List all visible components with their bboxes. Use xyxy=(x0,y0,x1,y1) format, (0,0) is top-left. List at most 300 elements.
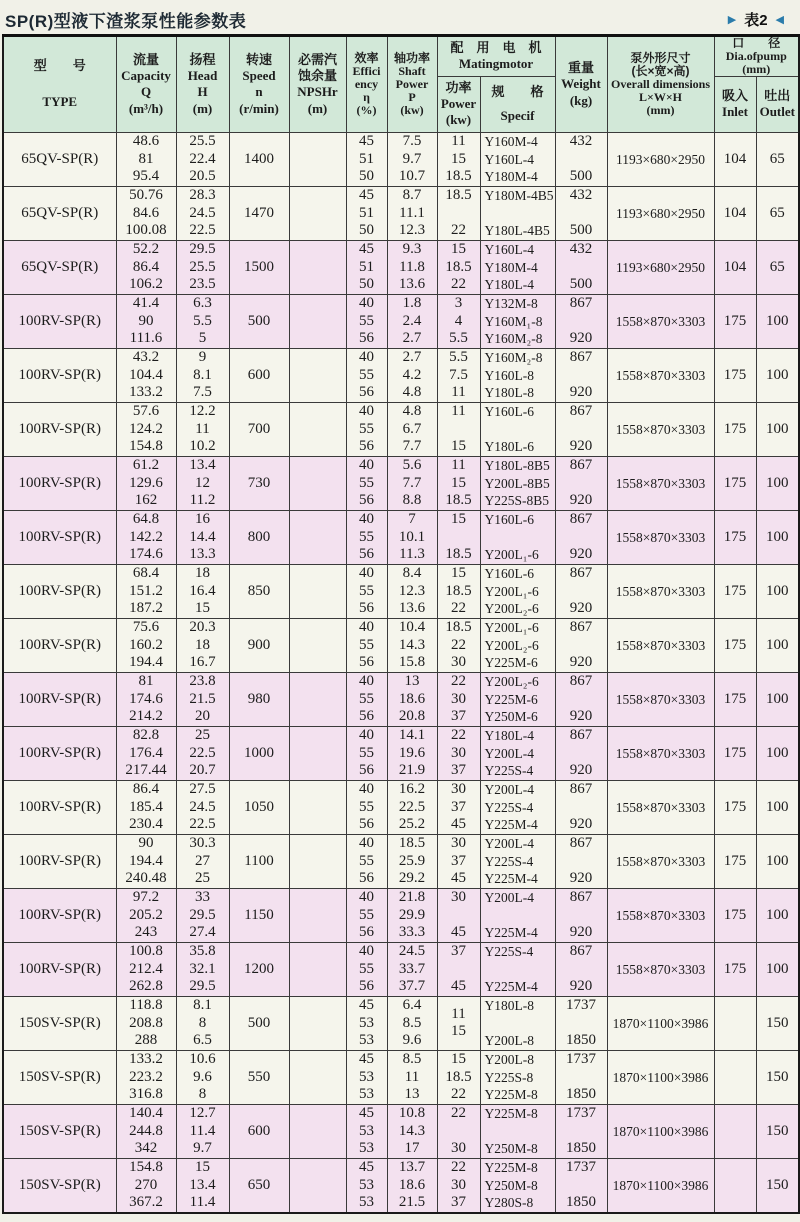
dimensions-cell: 1558×870×3303 xyxy=(607,564,714,618)
shaft-power-cell: 7.5 9.7 10.7 xyxy=(387,132,437,186)
col-header-type: 型 号 TYPE xyxy=(3,36,116,133)
inlet-cell: 175 xyxy=(714,564,756,618)
head-cell: 15 13.4 11.4 xyxy=(176,1158,229,1213)
head-cell: 27.5 24.5 22.5 xyxy=(176,780,229,834)
npshr-cell xyxy=(289,996,346,1050)
efficiency-cell: 45 53 53 xyxy=(346,996,387,1050)
table-row xyxy=(3,456,799,510)
shaft-power-cell: 8.7 11.1 12.3 xyxy=(387,186,437,240)
efficiency-cell: 40 55 56 xyxy=(346,834,387,888)
shaft-power-cell: 13.7 18.6 21.5 xyxy=(387,1158,437,1213)
capacity-cell: 41.4 90 111.6 xyxy=(116,294,176,348)
motor-spec-cell: Y180M-4B5 Y180L-4B5 xyxy=(480,186,555,240)
col-header-motor-power: 功率 Power (kw) xyxy=(437,76,480,132)
npshr-cell xyxy=(289,510,346,564)
table-row xyxy=(3,1104,799,1158)
npshr-cell xyxy=(289,780,346,834)
motor-spec-cell: Y200L-8 Y225S-8 Y225M-8 xyxy=(480,1050,555,1104)
dimensions-cell: 1870×1100×3986 xyxy=(607,1104,714,1158)
dimensions-cell: 1193×680×2950 xyxy=(607,240,714,294)
capacity-cell: 64.8 142.2 174.6 xyxy=(116,510,176,564)
motor-spec-cell: Y200L-4 Y225S-4 Y225M-4 xyxy=(480,780,555,834)
col-header-outlet: 吐出 Outlet xyxy=(756,76,799,132)
dimensions-cell: 1870×1100×3986 xyxy=(607,1050,714,1104)
type-cell: 150SV-SP(R) xyxy=(3,1050,116,1104)
head-cell: 30.3 27 25 xyxy=(176,834,229,888)
table-row xyxy=(3,240,799,294)
head-cell: 12.2 11 10.2 xyxy=(176,402,229,456)
npshr-cell xyxy=(289,888,346,942)
dimensions-cell: 1558×870×3303 xyxy=(607,780,714,834)
shaft-power-cell: 8.4 12.3 13.6 xyxy=(387,564,437,618)
dimensions-cell: 1193×680×2950 xyxy=(607,132,714,186)
dimensions-cell: 1558×870×3303 xyxy=(607,942,714,996)
motor-spec-cell: Y225M-8 Y250M-8 Y280S-8 xyxy=(480,1158,555,1213)
head-cell: 25.5 22.4 20.5 xyxy=(176,132,229,186)
shaft-power-cell: 2.7 4.2 4.8 xyxy=(387,348,437,402)
shaft-power-cell: 24.5 33.7 37.7 xyxy=(387,942,437,996)
npshr-cell xyxy=(289,402,346,456)
inlet-cell xyxy=(714,1104,756,1158)
motor-power-cell: 11 15 xyxy=(437,402,480,456)
table-row xyxy=(3,564,799,618)
weight-cell: 867 920 xyxy=(555,402,607,456)
outlet-cell: 100 xyxy=(756,510,799,564)
motor-spec-cell: Y225M-8 Y250M-8 xyxy=(480,1104,555,1158)
table-row xyxy=(3,510,799,564)
capacity-cell: 90 194.4 240.48 xyxy=(116,834,176,888)
motor-power-cell: 5.5 7.5 11 xyxy=(437,348,480,402)
outlet-cell: 100 xyxy=(756,780,799,834)
speed-cell: 1150 xyxy=(229,888,289,942)
table-header xyxy=(3,36,799,133)
motor-spec-cell: Y180L-4 Y200L-4 Y225S-4 xyxy=(480,726,555,780)
npshr-cell xyxy=(289,456,346,510)
speed-cell: 1100 xyxy=(229,834,289,888)
motor-power-cell: 15 18.5 22 xyxy=(437,240,480,294)
col-header-efficiency: 效率 Effici ency η (%) xyxy=(346,36,387,133)
head-cell: 20.3 18 16.7 xyxy=(176,618,229,672)
type-cell: 100RV-SP(R) xyxy=(3,456,116,510)
table-row xyxy=(3,1050,799,1104)
speed-cell: 650 xyxy=(229,1158,289,1213)
outlet-cell: 100 xyxy=(756,942,799,996)
shaft-power-cell: 10.8 14.3 17 xyxy=(387,1104,437,1158)
efficiency-cell: 40 55 56 xyxy=(346,780,387,834)
npshr-cell xyxy=(289,348,346,402)
speed-cell: 700 xyxy=(229,402,289,456)
dimensions-cell: 1558×870×3303 xyxy=(607,456,714,510)
speed-cell: 500 xyxy=(229,294,289,348)
motor-spec-cell: Y225S-4 Y225M-4 xyxy=(480,942,555,996)
motor-spec-cell: Y160L-4 Y180M-4 Y180L-4 xyxy=(480,240,555,294)
outlet-cell: 150 xyxy=(756,1050,799,1104)
type-cell: 100RV-SP(R) xyxy=(3,780,116,834)
inlet-cell: 175 xyxy=(714,510,756,564)
npshr-cell xyxy=(289,294,346,348)
table-row xyxy=(3,834,799,888)
capacity-cell: 48.6 81 95.4 xyxy=(116,132,176,186)
weight-cell: 867 920 xyxy=(555,348,607,402)
outlet-cell: 100 xyxy=(756,456,799,510)
weight-cell: 1737 1850 xyxy=(555,1158,607,1213)
col-header-npshr: 必需汽 蚀余量 NPSHr (m) xyxy=(289,36,346,133)
efficiency-cell: 40 55 56 xyxy=(346,294,387,348)
shaft-power-cell: 1.8 2.4 2.7 xyxy=(387,294,437,348)
dimensions-cell: 1870×1100×3986 xyxy=(607,1158,714,1213)
weight-cell: 432 500 xyxy=(555,240,607,294)
inlet-cell: 175 xyxy=(714,402,756,456)
head-cell: 13.4 12 11.2 xyxy=(176,456,229,510)
speed-cell: 850 xyxy=(229,564,289,618)
npshr-cell xyxy=(289,1050,346,1104)
speed-cell: 550 xyxy=(229,1050,289,1104)
capacity-cell: 57.6 124.2 154.8 xyxy=(116,402,176,456)
npshr-cell xyxy=(289,618,346,672)
speed-cell: 800 xyxy=(229,510,289,564)
efficiency-cell: 40 55 56 xyxy=(346,942,387,996)
table-row xyxy=(3,618,799,672)
type-cell: 65QV-SP(R) xyxy=(3,240,116,294)
table-number-tag xyxy=(728,9,784,30)
dimensions-cell: 1558×870×3303 xyxy=(607,402,714,456)
outlet-cell: 100 xyxy=(756,726,799,780)
capacity-cell: 140.4 244.8 342 xyxy=(116,1104,176,1158)
weight-cell: 867 920 xyxy=(555,834,607,888)
weight-cell: 867 920 xyxy=(555,780,607,834)
table-row xyxy=(3,1158,799,1213)
efficiency-cell: 45 51 50 xyxy=(346,240,387,294)
efficiency-cell: 45 53 53 xyxy=(346,1104,387,1158)
table-body xyxy=(3,132,799,1213)
table-number-label: 表2 xyxy=(744,11,768,29)
outlet-cell: 100 xyxy=(756,618,799,672)
speed-cell: 1050 xyxy=(229,780,289,834)
head-cell: 28.3 24.5 22.5 xyxy=(176,186,229,240)
outlet-cell: 100 xyxy=(756,348,799,402)
motor-power-cell: 22 30 37 xyxy=(437,726,480,780)
capacity-cell: 97.2 205.2 243 xyxy=(116,888,176,942)
speed-cell: 600 xyxy=(229,348,289,402)
head-cell: 12.7 11.4 9.7 xyxy=(176,1104,229,1158)
motor-spec-cell: Y180L-8B5 Y200L-8B5 Y225S-8B5 xyxy=(480,456,555,510)
motor-power-cell: 15 18.5 22 xyxy=(437,1050,480,1104)
motor-power-cell: 15 18.5 22 xyxy=(437,564,480,618)
inlet-cell: 175 xyxy=(714,294,756,348)
dimensions-cell: 1558×870×3303 xyxy=(607,888,714,942)
shaft-power-cell: 7 10.1 11.3 xyxy=(387,510,437,564)
motor-spec-cell: Y132M-8 Y160M₁-8 Y160M₂-8 xyxy=(480,294,555,348)
head-cell: 10.6 9.6 8 xyxy=(176,1050,229,1104)
weight-cell: 867 920 xyxy=(555,618,607,672)
type-cell: 150SV-SP(R) xyxy=(3,1158,116,1213)
speed-cell: 1200 xyxy=(229,942,289,996)
efficiency-cell: 40 55 56 xyxy=(346,672,387,726)
outlet-cell: 100 xyxy=(756,402,799,456)
motor-power-cell: 11 15 18.5 xyxy=(437,456,480,510)
speed-cell: 500 xyxy=(229,996,289,1050)
arrow-left-icon: ◀ xyxy=(775,12,784,26)
motor-power-cell: 22 30 37 xyxy=(437,1158,480,1213)
weight-cell: 1737 1850 xyxy=(555,1104,607,1158)
motor-power-cell: 18.5 22 30 xyxy=(437,618,480,672)
col-header-speed: 转速 Speed n (r/min) xyxy=(229,36,289,133)
capacity-cell: 52.2 86.4 106.2 xyxy=(116,240,176,294)
head-cell: 8.1 8 6.5 xyxy=(176,996,229,1050)
npshr-cell xyxy=(289,672,346,726)
weight-cell: 867 920 xyxy=(555,294,607,348)
inlet-cell: 175 xyxy=(714,672,756,726)
pump-spec-table xyxy=(2,34,800,1214)
weight-cell: 867 920 xyxy=(555,942,607,996)
capacity-cell: 75.6 160.2 194.4 xyxy=(116,618,176,672)
capacity-cell: 86.4 185.4 230.4 xyxy=(116,780,176,834)
dimensions-cell: 1193×680×2950 xyxy=(607,186,714,240)
efficiency-cell: 40 55 56 xyxy=(346,456,387,510)
head-cell: 35.8 32.1 29.5 xyxy=(176,942,229,996)
head-cell: 9 8.1 7.5 xyxy=(176,348,229,402)
type-cell: 100RV-SP(R) xyxy=(3,294,116,348)
table-row xyxy=(3,402,799,456)
motor-power-cell: 11 15 18.5 xyxy=(437,132,480,186)
type-cell: 100RV-SP(R) xyxy=(3,618,116,672)
capacity-cell: 154.8 270 367.2 xyxy=(116,1158,176,1213)
type-cell: 100RV-SP(R) xyxy=(3,510,116,564)
title-bar xyxy=(0,0,800,34)
motor-power-cell: 15 18.5 xyxy=(437,510,480,564)
inlet-cell: 104 xyxy=(714,186,756,240)
dimensions-cell: 1558×870×3303 xyxy=(607,618,714,672)
table-row xyxy=(3,726,799,780)
capacity-cell: 118.8 208.8 288 xyxy=(116,996,176,1050)
shaft-power-cell: 5.6 7.7 8.8 xyxy=(387,456,437,510)
npshr-cell xyxy=(289,186,346,240)
dimensions-cell: 1558×870×3303 xyxy=(607,672,714,726)
efficiency-cell: 40 55 56 xyxy=(346,348,387,402)
weight-cell: 432 500 xyxy=(555,132,607,186)
type-cell: 150SV-SP(R) xyxy=(3,1104,116,1158)
col-header-head: 扬程 Head H (m) xyxy=(176,36,229,133)
efficiency-cell: 45 53 53 xyxy=(346,1158,387,1213)
outlet-cell: 65 xyxy=(756,132,799,186)
motor-power-cell: 22 30 37 xyxy=(437,672,480,726)
shaft-power-cell: 16.2 22.5 25.2 xyxy=(387,780,437,834)
speed-cell: 600 xyxy=(229,1104,289,1158)
inlet-cell: 175 xyxy=(714,780,756,834)
npshr-cell xyxy=(289,1104,346,1158)
table-row xyxy=(3,780,799,834)
inlet-cell: 175 xyxy=(714,348,756,402)
motor-power-cell: 37 45 xyxy=(437,942,480,996)
motor-spec-cell: Y200L₁-6 Y200L₂-6 Y225M-6 xyxy=(480,618,555,672)
motor-power-cell: 30 37 45 xyxy=(437,834,480,888)
type-cell: 100RV-SP(R) xyxy=(3,834,116,888)
table-row xyxy=(3,996,799,1050)
inlet-cell xyxy=(714,1050,756,1104)
npshr-cell xyxy=(289,834,346,888)
capacity-cell: 82.8 176.4 217.44 xyxy=(116,726,176,780)
outlet-cell: 100 xyxy=(756,834,799,888)
npshr-cell xyxy=(289,942,346,996)
table-row xyxy=(3,942,799,996)
capacity-cell: 100.8 212.4 262.8 xyxy=(116,942,176,996)
dimensions-cell: 1558×870×3303 xyxy=(607,294,714,348)
capacity-cell: 68.4 151.2 187.2 xyxy=(116,564,176,618)
type-cell: 100RV-SP(R) xyxy=(3,726,116,780)
type-cell: 100RV-SP(R) xyxy=(3,564,116,618)
motor-spec-cell: Y200L-4 Y225S-4 Y225M-4 xyxy=(480,834,555,888)
type-cell: 100RV-SP(R) xyxy=(3,348,116,402)
type-cell: 150SV-SP(R) xyxy=(3,996,116,1050)
type-cell: 65QV-SP(R) xyxy=(3,186,116,240)
weight-cell: 1737 1850 xyxy=(555,1050,607,1104)
motor-power-cell: 11 15 xyxy=(437,996,480,1050)
type-cell: 100RV-SP(R) xyxy=(3,888,116,942)
head-cell: 6.3 5.5 5 xyxy=(176,294,229,348)
inlet-cell: 175 xyxy=(714,888,756,942)
inlet-cell: 175 xyxy=(714,726,756,780)
speed-cell: 1470 xyxy=(229,186,289,240)
dimensions-cell: 1558×870×3303 xyxy=(607,510,714,564)
arrow-right-icon: ▶ xyxy=(727,12,737,26)
outlet-cell: 65 xyxy=(756,186,799,240)
motor-power-cell: 18.5 22 xyxy=(437,186,480,240)
efficiency-cell: 40 55 56 xyxy=(346,618,387,672)
speed-cell: 1000 xyxy=(229,726,289,780)
npshr-cell xyxy=(289,726,346,780)
motor-spec-cell: Y160M-4 Y160L-4 Y180M-4 xyxy=(480,132,555,186)
motor-spec-cell: Y180L-8 Y200L-8 xyxy=(480,996,555,1050)
inlet-cell xyxy=(714,1158,756,1213)
table-row xyxy=(3,132,799,186)
col-header-motor-group: 配 用 电 机 Matingmotor xyxy=(437,36,555,77)
inlet-cell: 104 xyxy=(714,240,756,294)
shaft-power-cell: 21.8 29.9 33.3 xyxy=(387,888,437,942)
weight-cell: 1737 1850 xyxy=(555,996,607,1050)
motor-spec-cell: Y200L₂-6 Y225M-6 Y250M-6 xyxy=(480,672,555,726)
shaft-power-cell: 14.1 19.6 21.9 xyxy=(387,726,437,780)
npshr-cell xyxy=(289,132,346,186)
col-header-shaft-power: 轴功率 Shaft Power P (kw) xyxy=(387,36,437,133)
efficiency-cell: 45 51 50 xyxy=(346,186,387,240)
dimensions-cell: 1558×870×3303 xyxy=(607,348,714,402)
capacity-cell: 50.76 84.6 100.08 xyxy=(116,186,176,240)
shaft-power-cell: 18.5 25.9 29.2 xyxy=(387,834,437,888)
dimensions-cell: 1558×870×3303 xyxy=(607,834,714,888)
motor-spec-cell: Y160L-6 Y180L-6 xyxy=(480,402,555,456)
weight-cell: 867 920 xyxy=(555,510,607,564)
outlet-cell: 100 xyxy=(756,672,799,726)
outlet-cell: 100 xyxy=(756,294,799,348)
table-row xyxy=(3,888,799,942)
page-title: SP(R)型液下渣浆泵性能参数表 xyxy=(5,11,247,31)
type-cell: 65QV-SP(R) xyxy=(3,132,116,186)
col-header-diameter-group: 口 径 Dia.ofpump (mm) xyxy=(714,36,799,77)
motor-power-cell: 22 30 xyxy=(437,1104,480,1158)
outlet-cell: 100 xyxy=(756,564,799,618)
head-cell: 25 22.5 20.7 xyxy=(176,726,229,780)
motor-spec-cell: Y160M₂-8 Y160L-8 Y180L-8 xyxy=(480,348,555,402)
efficiency-cell: 40 55 56 xyxy=(346,564,387,618)
capacity-cell: 133.2 223.2 316.8 xyxy=(116,1050,176,1104)
motor-power-cell: 30 37 45 xyxy=(437,780,480,834)
inlet-cell: 104 xyxy=(714,132,756,186)
speed-cell: 900 xyxy=(229,618,289,672)
shaft-power-cell: 9.3 11.8 13.6 xyxy=(387,240,437,294)
col-header-capacity: 流量 Capacity Q (m³/h) xyxy=(116,36,176,133)
outlet-cell: 100 xyxy=(756,888,799,942)
inlet-cell: 175 xyxy=(714,456,756,510)
table-row xyxy=(3,294,799,348)
col-header-weight: 重量 Weight (kg) xyxy=(555,36,607,133)
weight-cell: 867 920 xyxy=(555,888,607,942)
outlet-cell: 150 xyxy=(756,1104,799,1158)
col-header-motor-spec: 规 格 Specif xyxy=(480,76,555,132)
shaft-power-cell: 6.4 8.5 9.6 xyxy=(387,996,437,1050)
speed-cell: 1500 xyxy=(229,240,289,294)
inlet-cell xyxy=(714,996,756,1050)
efficiency-cell: 45 53 53 xyxy=(346,1050,387,1104)
efficiency-cell: 45 51 50 xyxy=(346,132,387,186)
dimensions-cell: 1558×870×3303 xyxy=(607,726,714,780)
col-header-inlet: 吸入 Inlet xyxy=(714,76,756,132)
head-cell: 23.8 21.5 20 xyxy=(176,672,229,726)
efficiency-cell: 40 55 56 xyxy=(346,510,387,564)
table-row xyxy=(3,348,799,402)
type-cell: 100RV-SP(R) xyxy=(3,402,116,456)
shaft-power-cell: 10.4 14.3 15.8 xyxy=(387,618,437,672)
outlet-cell: 150 xyxy=(756,996,799,1050)
weight-cell: 867 920 xyxy=(555,564,607,618)
col-header-dimensions: 泵外形尺寸 (长×宽×高) Overall dimensions L×W×H (mm) xyxy=(607,36,714,133)
type-cell: 100RV-SP(R) xyxy=(3,672,116,726)
efficiency-cell: 40 55 56 xyxy=(346,726,387,780)
capacity-cell: 81 174.6 214.2 xyxy=(116,672,176,726)
efficiency-cell: 40 55 56 xyxy=(346,402,387,456)
capacity-cell: 61.2 129.6 162 xyxy=(116,456,176,510)
efficiency-cell: 40 55 56 xyxy=(346,888,387,942)
motor-spec-cell: Y200L-4 Y225M-4 xyxy=(480,888,555,942)
weight-cell: 432 500 xyxy=(555,186,607,240)
capacity-cell: 43.2 104.4 133.2 xyxy=(116,348,176,402)
outlet-cell: 150 xyxy=(756,1158,799,1213)
inlet-cell: 175 xyxy=(714,834,756,888)
table-row xyxy=(3,672,799,726)
inlet-cell: 175 xyxy=(714,618,756,672)
weight-cell: 867 920 xyxy=(555,456,607,510)
inlet-cell: 175 xyxy=(714,942,756,996)
speed-cell: 730 xyxy=(229,456,289,510)
head-cell: 16 14.4 13.3 xyxy=(176,510,229,564)
npshr-cell xyxy=(289,1158,346,1213)
motor-spec-cell: Y160L-6 Y200L₁-6 Y200L₂-6 xyxy=(480,564,555,618)
type-cell: 100RV-SP(R) xyxy=(3,942,116,996)
speed-cell: 980 xyxy=(229,672,289,726)
motor-power-cell: 3 4 5.5 xyxy=(437,294,480,348)
dimensions-cell: 1870×1100×3986 xyxy=(607,996,714,1050)
motor-spec-cell: Y160L-6 Y200L₁-6 xyxy=(480,510,555,564)
outlet-cell: 65 xyxy=(756,240,799,294)
weight-cell: 867 920 xyxy=(555,726,607,780)
shaft-power-cell: 4.8 6.7 7.7 xyxy=(387,402,437,456)
npshr-cell xyxy=(289,564,346,618)
motor-power-cell: 30 45 xyxy=(437,888,480,942)
shaft-power-cell: 8.5 11 13 xyxy=(387,1050,437,1104)
npshr-cell xyxy=(289,240,346,294)
table-row xyxy=(3,186,799,240)
speed-cell: 1400 xyxy=(229,132,289,186)
head-cell: 18 16.4 15 xyxy=(176,564,229,618)
